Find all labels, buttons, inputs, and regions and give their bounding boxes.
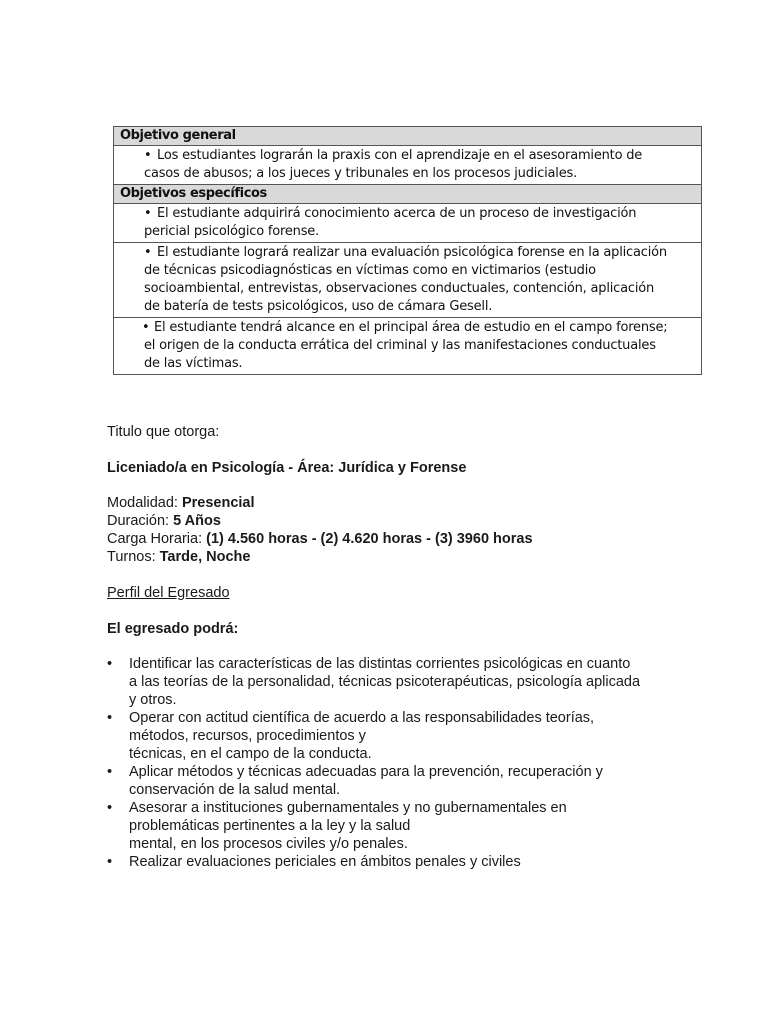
bullet-icon: • xyxy=(107,764,113,780)
duracion-value: 5 Años xyxy=(173,513,221,529)
duracion-label: Duración: xyxy=(107,513,170,529)
specific-objective-text: El estudiante logrará realizar una evaluación psicológica forense en la aplicación de técnicas psicodiagnósticas en víctimas como en victimarios (estudio socioambiental, entrevistas, observaciones conductuales, contención, aplicación de batería de tests psicológicos, uso de cámara Gesell. xyxy=(144,245,667,314)
list-item-line: conservación de la salud mental. xyxy=(129,782,341,798)
bullet-icon: • xyxy=(144,245,152,260)
general-objective-text: Los estudiantes lograrán la praxis con el aprendizaje en el asesoramiento de casos de abusos; a los jueces y tribunales en los procesos judiciales. xyxy=(144,148,643,181)
list-item-line: Aplicar métodos y técnicas adecuadas para la prevención, recuperación y xyxy=(129,764,603,780)
objectives-table xyxy=(113,126,702,375)
list-item-line: técnicas, en el campo de la conducta. xyxy=(129,746,372,762)
specific-objective-row xyxy=(114,318,701,375)
list-item xyxy=(107,709,677,763)
list-item-line: a las teorías de la personalidad, técnicas psicoterapéuticas, psicología aplicada xyxy=(129,674,641,690)
bullet-icon: • xyxy=(107,656,113,672)
list-item-line: métodos, recursos, procedimientos y xyxy=(129,728,366,744)
bullet-icon: • xyxy=(107,710,113,726)
specific-objective-text: El estudiante tendrá alcance en el principal área de estudio en el campo forense; el origen de la conducta errática del criminal y las manifestaciones conductuales de las víctimas. xyxy=(144,320,668,371)
specific-objectives-header: Objetivos específicos xyxy=(114,185,701,204)
modalidad-line xyxy=(107,494,255,512)
bullet-icon: • xyxy=(107,854,113,870)
bullet-icon: • xyxy=(107,800,113,816)
list-item xyxy=(107,853,677,871)
list-item-line: Asesorar a instituciones gubernamentales y no gubernamentales en xyxy=(129,800,567,816)
bullet-icon: • xyxy=(142,320,150,335)
turnos-label: Turnos: xyxy=(107,549,156,565)
carga-line xyxy=(107,530,533,548)
list-item-line: Operar con actitud científica de acuerdo a las responsabilidades teorías, xyxy=(129,710,595,726)
list-item-line: Realizar evaluaciones periciales en ámbitos penales y civiles xyxy=(129,854,521,870)
specific-objective-row xyxy=(114,204,701,243)
general-objective-header: Objetivo general xyxy=(114,127,701,146)
degree-title: Liceniado/a en Psicología - Área: Jurídica y Forense xyxy=(107,460,467,476)
general-objective-row xyxy=(114,146,701,185)
carga-label: Carga Horaria: xyxy=(107,531,203,547)
perfil-heading: Perfil del Egresado xyxy=(107,585,230,601)
degree-label: Titulo que otorga: xyxy=(107,424,220,440)
perfil-intro: El egresado podrá: xyxy=(107,621,239,637)
list-item-line: Identificar las características de las distintas corrientes psicológicas en cuanto xyxy=(129,656,631,672)
list-item-line: y otros. xyxy=(129,692,177,708)
list-item-line: problemáticas pertinentes a la ley y la salud xyxy=(129,818,411,834)
specific-objective-row xyxy=(114,243,701,318)
turnos-line xyxy=(107,548,250,566)
list-item xyxy=(107,763,677,799)
bullet-icon: • xyxy=(144,148,152,163)
turnos-value: Tarde, Noche xyxy=(159,549,251,565)
specific-objective-text: El estudiante adquirirá conocimiento acerca de un proceso de investigación pericial psicológico forense. xyxy=(144,206,637,239)
list-item xyxy=(107,655,677,709)
modalidad-value: Presencial xyxy=(181,495,255,511)
duracion-line xyxy=(107,512,221,530)
list-item-line: mental, en los procesos civiles y/o penales. xyxy=(129,836,408,852)
carga-value: (1) 4.560 horas - (2) 4.620 horas - (3) 3960 horas xyxy=(206,531,533,547)
list-item xyxy=(107,799,677,853)
bullet-icon: • xyxy=(144,206,152,221)
graduate-profile-list xyxy=(107,655,677,871)
modalidad-label: Modalidad: xyxy=(107,495,178,511)
